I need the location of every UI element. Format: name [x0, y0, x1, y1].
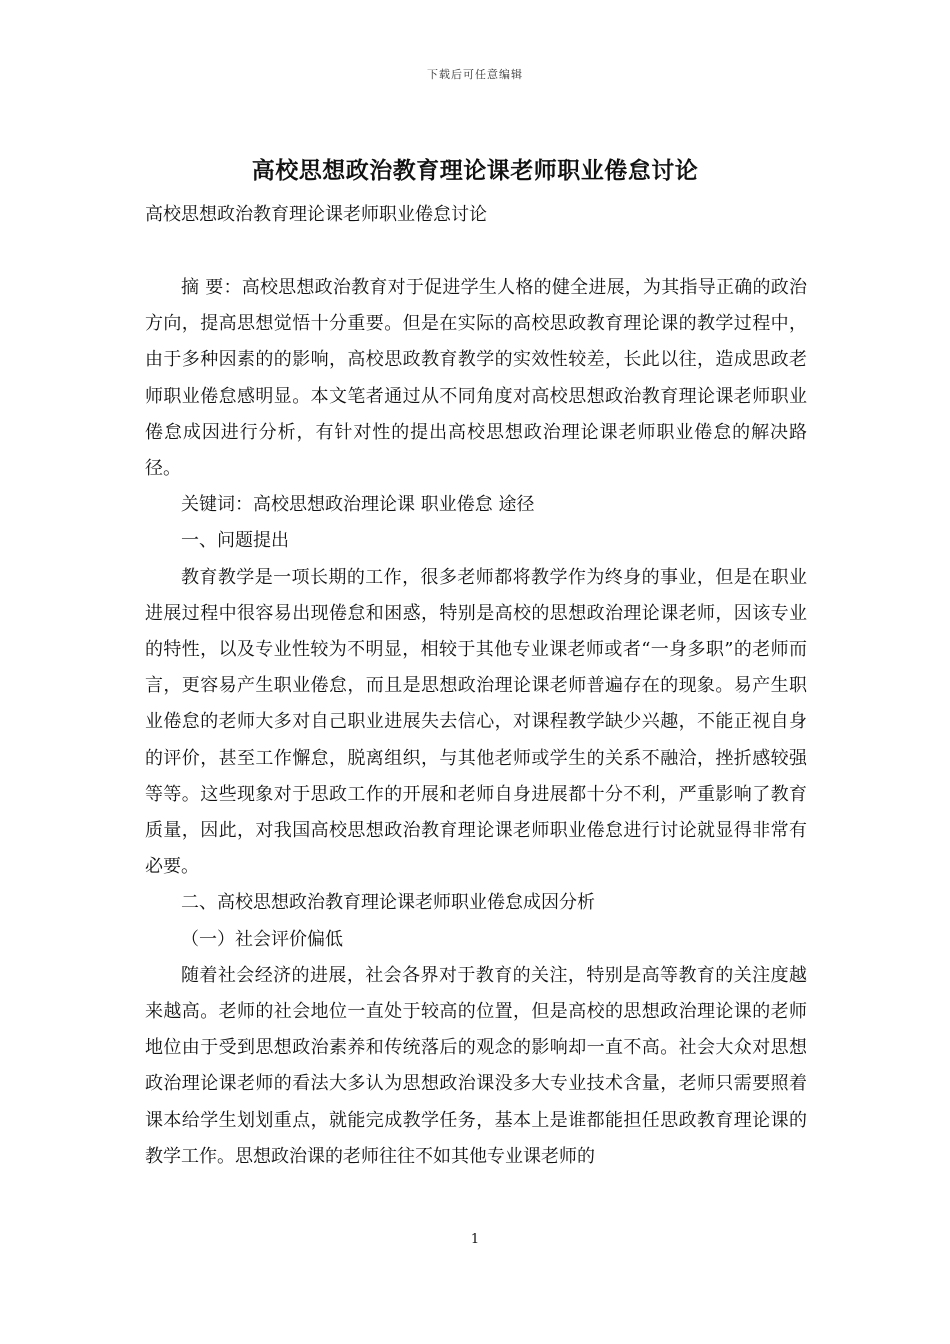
header-note: 下载后可任意编辑 [427, 68, 523, 81]
section-heading-1: 一、问题提出 [181, 530, 289, 552]
body-paragraph: 随着社会经济的进展，社会各界对于教育的关注，特别是高等教育的关注度越来越高。老师的社会地位一直处于较高的位置，但是高校的思想政治理论课的老师地位由于受到思想政治素养和传统落后的观念的影响却一直不高。社会大众对思想政治理论课老师的看法大多认为思想政治课没多大专业技术含量，老师只需要照着课本给学生划划重点，就能完成教学任务，基本上是谁都能担任思政教育理论课的教学工作。思想政治课的老师往往不如其他专业课老师的 [145, 964, 807, 1167]
abstract-paragraph: 摘 要：高校思想政治教育对于促进学生人格的健全进展，为其指导正确的政治方向，提高思想觉悟十分重要。但是在实际的高校思政教育理论课的教学过程中，由于多种因素的的影响，高校思政教育教学的实效性较差，长此以往，造成思政老师职业倦怠感明显。本文笔者通过从不同角度对高校思想政治教育理论课老师职业倦怠成因进行分析，有针对性的提出高校思想政治理论课老师职业倦怠的解决路径。 [145, 277, 807, 480]
document-subtitle: 高校思想政治教育理论课老师职业倦怠讨论 [145, 204, 487, 225]
section-heading-2: 二、高校思想政治教育理论课老师职业倦怠成因分析 [181, 892, 595, 914]
document-body [145, 270, 807, 1175]
document-title: 高校思想政治教育理论课老师职业倦怠讨论 [251, 157, 699, 184]
subsection-heading-1: （一）社会评价偏低 [181, 928, 343, 950]
body-paragraph: 教育教学是一项长期的工作，很多老师都将教学作为终身的事业，但是在职业进展过程中很容易出现倦怠和困惑，特别是高校的思想政治理论课老师，因该专业的特性，以及专业性较为不明显，相较于其他专业课老师或者“一身多职”的老师而言，更容易产生职业倦怠，而且是思想政治理论课老师普遍存在的现象。易产生职业倦怠的老师大多对自己职业进展失去信心，对课程教学缺少兴趣，不能正视自身的评价，甚至工作懈怠，脱离组织，与其他老师或学生的关系不融洽，挫折感较强等等。这些现象对于思政工作的开展和老师自身进展都十分不利，严重影响了教育质量，因此，对我国高校思想政治教育理论课老师职业倦怠进行讨论就显得非常有必要。 [145, 566, 807, 878]
page-number: 1 [470, 1232, 480, 1247]
keywords-paragraph: 关键词：高校思想政治理论课 职业倦怠 途径 [181, 494, 535, 516]
